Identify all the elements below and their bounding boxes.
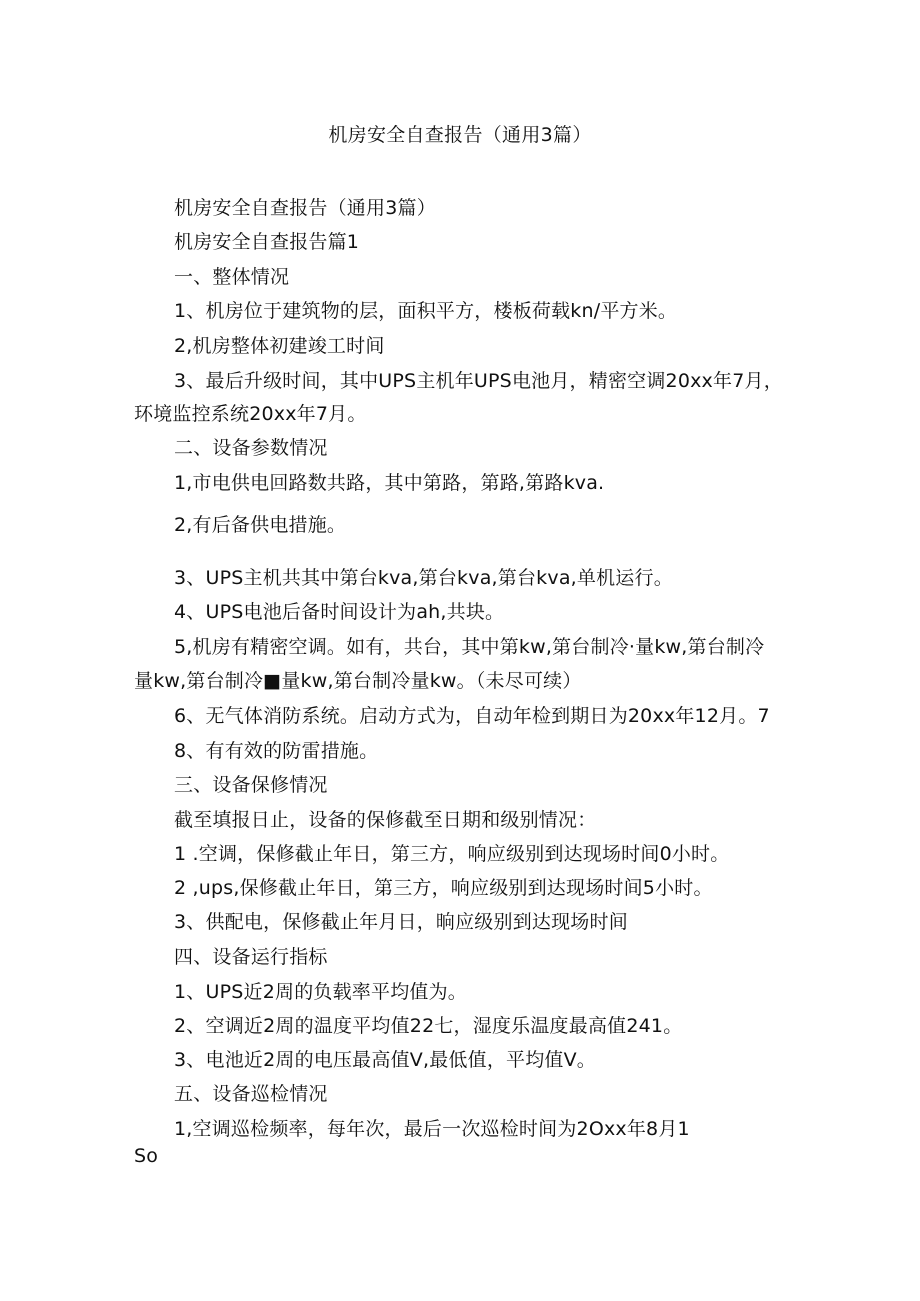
paragraph-line: 5,机房有精密空调。如有，共台，其中第kw,第台制冷·量kw,第台制冷	[174, 636, 765, 658]
section-heading-operation: 四、设备运行指标	[174, 946, 328, 968]
paragraph-line: 环境监控系统20xx年7月。	[134, 403, 367, 425]
paragraph-line: 6、无气体消防系统。启动方式为，自动年检到期日为20xx年12月。7	[174, 705, 770, 727]
paragraph-line: 1,空调巡检频率，每年次，最后一次巡检时间为2Oxx年8月1	[174, 1118, 690, 1140]
paragraph-line: 3、最后升级时间，其中UPS主机年UPS电池月，精密空调20xx年7月，	[174, 370, 783, 392]
section-heading-warranty: 三、设备保修情况	[174, 774, 328, 796]
paragraph-line: 3、供配电，保修截止年月日，晌应级别到达现场时间	[174, 911, 628, 933]
paragraph-line: 截至填报日止，设备的保修截至日期和级别情况：	[174, 809, 597, 831]
paragraph-line: 1 .空调，保修截止年日，第三方，响应级别到达现场时间0小时。	[174, 843, 730, 865]
section-heading-overall: 一、整体情况	[174, 266, 290, 288]
paragraph-line: 4、UPS电池后备时间设计为ah,共块。	[174, 601, 505, 623]
section-heading-inspection: 五、设备巡检情况	[174, 1083, 328, 1105]
paragraph-line: 8、有有效的防雷措施。	[174, 740, 379, 762]
section-heading-equipment-params: 二、设备参数情况	[174, 437, 328, 459]
paragraph-line: 2、空调近2周的温度平均值22七，湿度乐温度最高值241。	[174, 1015, 683, 1037]
section-heading-report-1: 机房安全自查报告篇1	[174, 231, 360, 253]
subtitle-line: 机房安全自查报告（通用3篇）	[174, 197, 436, 219]
paragraph-line: 1、UPS近2周的负载率平均值为。	[174, 981, 468, 1003]
document-title: 机房安全自查报告（通用3篇）	[328, 124, 592, 146]
paragraph-line: 2,有后备供电措施。	[174, 514, 347, 536]
paragraph-line: So	[134, 1145, 159, 1167]
paragraph-line: 1,市电供电回路数共路，其中第路，第路,第路kva.	[174, 472, 605, 494]
paragraph-line: 3、电池近2周的电压最高值V,最低值，平均值V。	[174, 1049, 597, 1071]
paragraph-line: 量kw,第台制冷■量kw,第台制冷量kw。（未尽可续）	[134, 670, 582, 692]
paragraph-line: 2 ,ups,保修截止年日，第三方，响应级别到达现场时间5小时。	[174, 877, 713, 899]
paragraph-line: 1、机房位于建筑物的层，面积平方，楼板荷载kn∕平方米。	[174, 300, 678, 322]
paragraph-line: 2,机房整体初建竣工时间	[174, 335, 385, 357]
paragraph-line: 3、UPS主机共其中第台kva,第台kva,第台kva,单机运行。	[174, 567, 673, 589]
